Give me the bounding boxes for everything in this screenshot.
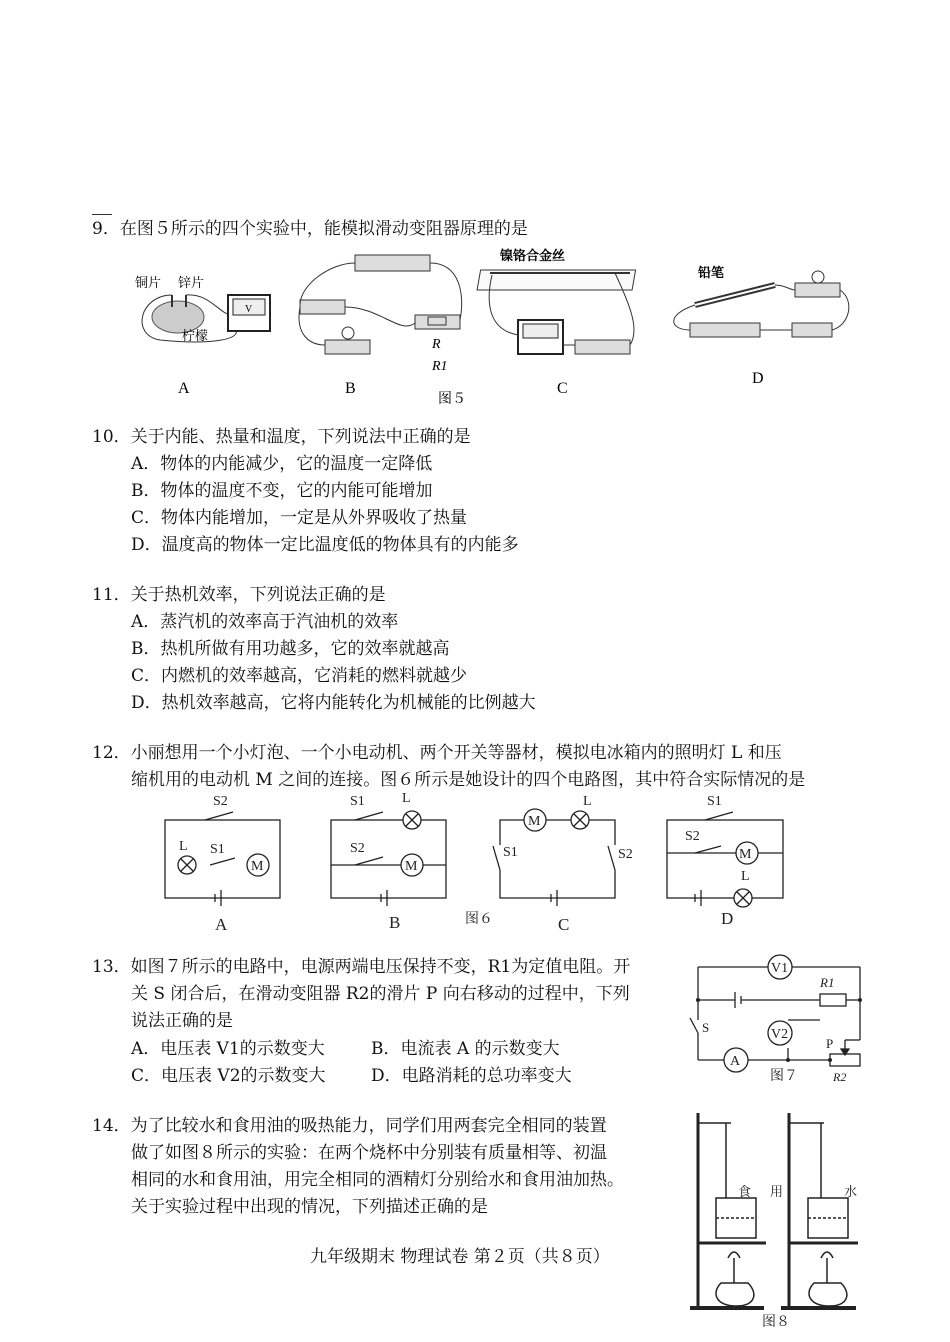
svg-text:D: D — [752, 370, 764, 387]
q13-line3: 说法正确的是 — [131, 1011, 233, 1031]
q11-option-d: D．热机效率越高，它将内能转化为机械能的比例越大 — [131, 693, 536, 713]
svg-text:铜片: 铜片 — [135, 275, 162, 290]
svg-text:S2: S2 — [685, 829, 700, 844]
svg-text:镍铬合金丝: 镍铬合金丝 — [500, 248, 566, 263]
figure-8 — [686, 1108, 866, 1342]
q13-option-c: C．电压表 V2的示数变大 — [131, 1066, 326, 1086]
q11-option-a: A．蒸汽机的效率高于汽油机的效率 — [131, 612, 399, 632]
q12-line1: 12．小丽想用一个小灯泡、一个小电动机、两个开关等器材，模拟电冰箱内的照明灯 L 和压 — [92, 743, 782, 763]
svg-text:R: R — [432, 337, 441, 352]
q9-text: 9．在图５所示的四个实验中，能模拟滑动变阻器原理的是 — [92, 219, 528, 239]
q10-option-a: A．物体的内能减少，它的温度一定降低 — [131, 454, 433, 474]
q13-line1: 13．如图７所示的电路中，电源两端电压保持不变，R1为定值电阻。开 — [92, 957, 631, 977]
svg-text:V: V — [245, 304, 253, 315]
svg-text:水: 水 — [844, 1184, 858, 1199]
figure-6 — [155, 790, 795, 935]
fig5-b-coil-circuit — [299, 255, 462, 397]
fig5-c-nichrome-wire — [477, 248, 636, 397]
svg-text:V2: V2 — [771, 1027, 789, 1042]
svg-text:S2: S2 — [618, 847, 633, 862]
svg-text:锌片: 锌片 — [178, 275, 205, 290]
svg-text:D: D — [721, 909, 734, 928]
q11-option-c: C．内燃机的效率越高，它消耗的燃料就越少 — [131, 666, 468, 686]
svg-text:A: A — [178, 380, 190, 397]
fig6-caption: 图６ — [465, 912, 493, 927]
svg-text:S: S — [702, 1020, 710, 1035]
svg-text:食: 食 — [738, 1184, 752, 1199]
q11-text: 11．关于热机效率，下列说法正确的是 — [92, 585, 386, 605]
svg-text:A: A — [730, 1054, 741, 1069]
q13-option-a: A．电压表 V1的示数变大 — [131, 1039, 325, 1059]
svg-text:A: A — [215, 915, 228, 934]
q10-option-c: C．物体内能增加，一定是从外界吸收了热量 — [131, 508, 468, 528]
page-footer: 九年级期末 物理试卷 第２页（共８页） — [310, 1247, 610, 1267]
svg-text:P: P — [826, 1036, 834, 1051]
svg-text:B: B — [389, 913, 401, 932]
svg-text:R2: R2 — [833, 1070, 847, 1084]
fig5-a-lemon-battery — [135, 275, 270, 397]
svg-text:S2: S2 — [213, 794, 228, 809]
svg-text:L: L — [402, 791, 411, 806]
svg-text:S1: S1 — [707, 794, 722, 809]
q12-line2: 缩机用的电动机 M 之间的连接。图６所示是她设计的四个电路图，其中符合实际情况的是 — [131, 770, 806, 790]
svg-text:L: L — [179, 839, 188, 854]
svg-text:M: M — [739, 847, 752, 862]
q13-option-b: B．电流表 A 的示数变大 — [371, 1039, 560, 1059]
q14-line4: 关于实验过程中出现的情况，下列描述正确的是 — [131, 1197, 488, 1217]
fig6-circuit-b — [331, 811, 446, 906]
q11-option-b: B．热机所做有用功越多，它的效率就越高 — [131, 639, 450, 659]
q10-text: 10．关于内能、热量和温度，下列说法中正确的是 — [92, 427, 471, 447]
fig8-caption: 图８ — [762, 1315, 790, 1330]
svg-text:R1: R1 — [432, 359, 448, 374]
header-mark — [92, 214, 112, 215]
q10-option-b: B．物体的温度不变，它的内能可能增加 — [131, 481, 433, 501]
svg-text:S1: S1 — [503, 845, 518, 860]
q14-line2: 做了如图８所示的实验：在两个烧杯中分别装有质量相等、初温 — [131, 1143, 607, 1163]
q13-option-d: D．电路消耗的总功率变大 — [371, 1066, 572, 1086]
svg-text:M: M — [528, 814, 541, 829]
fig5-caption: 图５ — [438, 392, 466, 407]
svg-text:M: M — [251, 859, 264, 874]
svg-text:M: M — [405, 859, 418, 874]
q10-option-d: D．温度高的物体一定比温度低的物体具有的内能多 — [131, 535, 519, 555]
svg-text:V1: V1 — [771, 961, 789, 976]
fig6-circuit-d — [667, 812, 783, 907]
figure-5 — [120, 245, 860, 410]
svg-text:C: C — [558, 915, 570, 934]
svg-text:L: L — [741, 869, 750, 884]
svg-text:S1: S1 — [350, 794, 365, 809]
svg-text:B: B — [345, 380, 356, 397]
q13-line2: 关 S 闭合后，在滑动变阻器 R2的滑片 P 向右移动的过程中，下列 — [131, 984, 630, 1004]
fig7-caption: 图７ — [770, 1069, 798, 1084]
svg-text:S1: S1 — [210, 842, 225, 857]
q14-line3: 相同的水和食用油，用完全相同的酒精灯分别给水和食用油加热。 — [131, 1170, 624, 1190]
svg-text:S2: S2 — [350, 841, 365, 856]
svg-text:用: 用 — [770, 1184, 784, 1199]
figure-7 — [680, 945, 870, 1105]
svg-text:铅笔: 铅笔 — [698, 265, 725, 280]
svg-text:R1: R1 — [820, 975, 835, 990]
svg-text:C: C — [557, 380, 568, 397]
q14-line1: 14．为了比较水和食用油的吸热能力，同学们用两套完全相同的装置 — [92, 1116, 607, 1136]
fig5-d-pencil — [674, 265, 849, 387]
svg-text:L: L — [583, 794, 592, 809]
svg-text:柠檬: 柠檬 — [182, 328, 209, 343]
